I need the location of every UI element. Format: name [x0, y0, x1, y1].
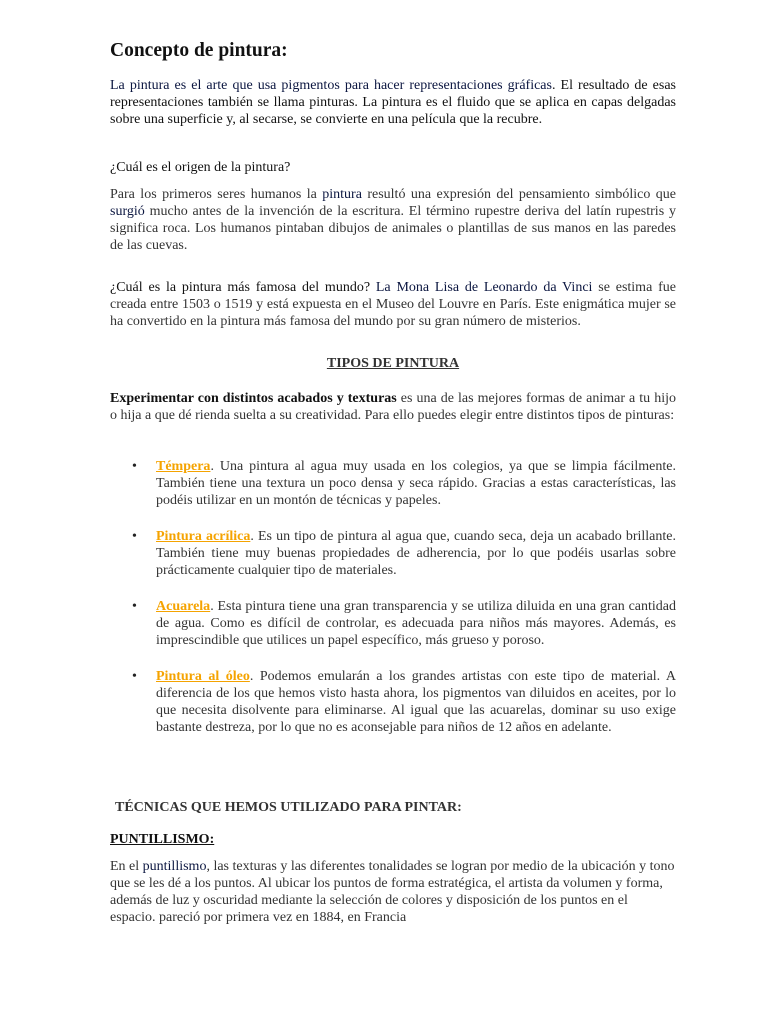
bullet-icon: • — [132, 669, 137, 684]
page-title: Concepto de pintura: — [110, 40, 288, 61]
intro-highlight: La pintura es el arte que usa pigmentos para hacer representaciones gráficas — [110, 78, 552, 93]
techniques-heading: TÉCNICAS QUE HEMOS UTILIZADO PARA PINTAR: — [115, 800, 462, 815]
puntillismo-paragraph — [110, 858, 676, 926]
acrilica-link[interactable]: Pintura acrílica — [156, 529, 251, 544]
puntillismo-heading: PUNTILLISMO: — [110, 832, 215, 847]
origin-paragraph — [110, 186, 676, 254]
tempera-link[interactable]: Témpera — [156, 459, 211, 474]
pintura-link[interactable]: pintura — [322, 187, 362, 202]
acuarela-text: . Esta pintura tiene una gran transparencia y se utiliza diluida en una gran cantidad de agua. Como es difícil de controlar, es adecuada para niños más mayores. Además, es imprescindible que utilices un papel específico, más grueso y poroso. — [156, 599, 676, 648]
puntillismo-text-b: , las texturas y las diferentes tonalidades se logran por medio de la ubicación y tono que se les dé a los puntos. Al ubicar los puntos de forma estratégica, el artista da volumen y forma, además de luz y oscuridad mediante la selección de colores y disposición de los puntos en el espacio. pareció por primera vez en 1884, en Francia — [110, 859, 675, 925]
list-item — [110, 598, 676, 649]
intro-text: . El resultado de esas representaciones también se llama pinturas. La pintura es el fluido que se aplica en capas delgadas sobre una superficie y, al secarse, se convierte en una película que la recubre. — [110, 78, 677, 127]
famous-question: ¿Cuál es la pintura más famosa del mundo? — [110, 280, 376, 295]
intro-paragraph — [110, 77, 676, 128]
acuarela-link[interactable]: Acuarela — [156, 599, 211, 614]
types-intro-text: es una de las mejores formas de animar a tu hijo o hija a que dé rienda suelta a su creatividad. Para ello puedes elegir entre distintos tipos de pinturas: — [110, 391, 676, 423]
origin-text-c: mucho antes de la invención de la escritura. El término rupestre deriva del latín rupestris y significa roca. Los humanos pintaban dibujos de animales o plantillas de sus manos en las paredes de las cuevas. — [110, 204, 676, 253]
types-intro-bold: Experimentar con distintos acabados y texturas — [110, 391, 397, 406]
origin-text-b: resultó una expresión del pensamiento simbólico que — [361, 187, 677, 202]
origin-question: ¿Cuál es el origen de la pintura? — [110, 160, 291, 175]
mona-lisa-link[interactable]: La Mona Lisa de Leonardo da Vinci — [375, 280, 593, 295]
list-item — [110, 458, 676, 509]
surgio-link[interactable]: surgió — [110, 204, 145, 219]
oleo-text: . Podemos emularán a los grandes artistas con este tipo de material. A diferencia de los que hemos visto hasta ahora, los pigmentos van diluidos en aceites, por lo que necesita disolvente para eliminarse. Al igual que las acuarelas, dominar su uso exige bastante destreza, por lo que no es aconsejable para niños de 12 años en adelante. — [156, 669, 676, 735]
bullet-icon: • — [132, 529, 137, 544]
oleo-link[interactable]: Pintura al óleo — [156, 669, 250, 684]
types-intro-paragraph — [110, 390, 676, 424]
list-item — [110, 668, 676, 736]
list-item — [110, 528, 676, 579]
famous-text: se estima fue creada entre 1503 o 1519 y está expuesta en el Museo del Louvre en París. Este enigmática mujer se ha convertido en la pintura más famosa del mundo por su gran número de misterios. — [110, 280, 676, 329]
bullet-icon: • — [132, 599, 137, 614]
bullet-icon: • — [132, 459, 137, 474]
puntillismo-text-a: En el — [110, 859, 143, 874]
acrilica-text: . Es un tipo de pintura al agua que, cuando seca, deja un acabado brillante. También tiene muy buenas propiedades de adherencia, por lo que podéis usarlas sobre prácticamente cualquier tipo de materiales. — [156, 529, 677, 578]
origin-text-a: Para los primeros seres humanos la — [110, 187, 323, 202]
paint-types-list — [110, 458, 676, 755]
types-heading: TIPOS DE PINTURA — [326, 356, 460, 371]
tempera-text: . Una pintura al agua muy usada en los colegios, ya que se limpia fácilmente. También tiene una textura un poco densa y seca rápido. Gracias a estas características, las podéis utilizar en un montón de técnicas y papeles. — [156, 459, 676, 508]
famous-paragraph — [110, 279, 676, 330]
puntillismo-link[interactable]: puntillismo — [142, 859, 207, 874]
